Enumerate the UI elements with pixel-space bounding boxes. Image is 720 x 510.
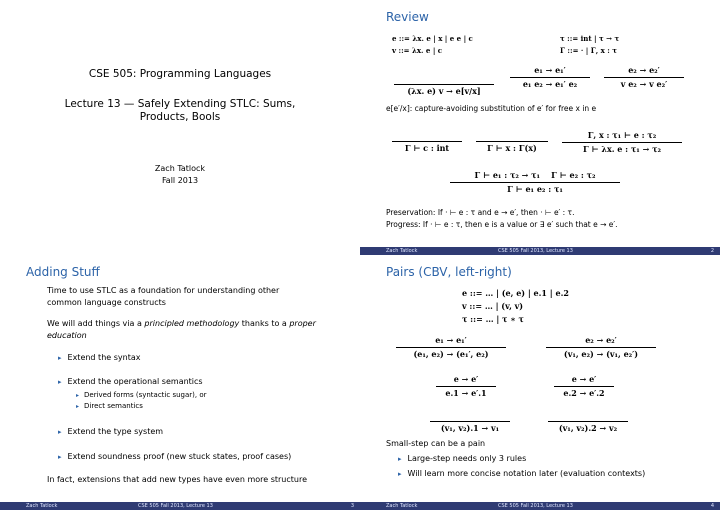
- rule-proj2-premise: e → e′: [571, 374, 597, 384]
- rule-lambda: [562, 130, 682, 154]
- subbullet-derived-forms: [76, 391, 207, 399]
- footer-author: Zach Tatlock: [26, 503, 58, 509]
- slide-adding-stuff: [0, 255, 360, 510]
- slide-title: [0, 0, 360, 255]
- rule-proj2-conclusion: e.2 → e′.2: [563, 388, 605, 398]
- rule-app-left: [510, 65, 590, 89]
- footer-author: Zach Tatlock: [386, 503, 418, 509]
- bullet-label: Large-step needs only 3 rules: [407, 454, 527, 463]
- footer-course: CSE 505 Fall 2013, Lecture 13: [498, 503, 573, 509]
- smallstep-remark: Small-step can be a pain: [386, 439, 486, 448]
- rule-app-right: [604, 65, 684, 89]
- intro-line-1: Time to use STLC as a foundation for understanding other: [47, 286, 280, 295]
- grammar-v: v ::= … | (v, v): [462, 301, 524, 311]
- rule-proj2-congruence: [554, 374, 614, 398]
- methodology-emphasis: principled methodology: [144, 319, 240, 328]
- closing-remark: In fact, extensions that add new types have even more structure: [47, 475, 308, 484]
- bullet-extend-semantics: [58, 377, 203, 386]
- rule-app-left-premise: e₁ → e₁′: [534, 65, 566, 75]
- methodology-emphasis-education: education: [47, 331, 87, 340]
- footer-author: Zach Tatlock: [386, 248, 418, 254]
- bullet-label: Extend the operational semantics: [67, 377, 203, 386]
- course-title: CSE 505: Programming Languages: [88, 68, 272, 80]
- rule-app-right-conclusion: v e₂ → v e₂′: [620, 79, 668, 89]
- slide-heading: Pairs (CBV, left-right): [386, 265, 512, 279]
- grammar-gamma: Γ ::= · | Γ, x : τ: [560, 46, 617, 55]
- rule-fst: [430, 410, 510, 433]
- term-label: Fall 2013: [161, 176, 199, 185]
- rule-proj1-premise: e → e′: [453, 374, 479, 384]
- grammar-e: e ::= λx. e | x | e e | c: [392, 34, 473, 43]
- slide-heading: Review: [386, 10, 429, 24]
- bullet-label: Extend soundness proof (new stuck states, proof cases): [67, 452, 292, 461]
- intro-line-2: common language constructs: [47, 298, 166, 307]
- slide-heading: Adding Stuff: [26, 265, 100, 279]
- grammar-tau: τ ::= … | τ ∗ τ: [462, 314, 524, 324]
- bullet-extend-syntax: [58, 353, 140, 362]
- rule-app-left-conclusion: e₁ e₂ → e₁′ e₂: [522, 79, 578, 89]
- grammar-v: v ::= λx. e | c: [392, 46, 443, 55]
- grammar-e: e ::= … | (e, e) | e.1 | e.2: [462, 288, 569, 298]
- rule-snd-conclusion: (v₁, v₂).2 → v₂: [558, 423, 618, 433]
- rule-const-conclusion: Γ ⊢ c : int: [404, 143, 450, 153]
- rule-proj1-conclusion: e.1 → e′.1: [445, 388, 487, 398]
- slide-footer: [360, 502, 720, 510]
- rule-lambda-conclusion: Γ ⊢ λx. e : τ₁ → τ₂: [583, 144, 661, 154]
- methodology-mid: thanks to a: [239, 319, 290, 328]
- subbullet-label: Direct semantics: [84, 402, 143, 410]
- bullet-extend-type-system: [58, 427, 163, 436]
- substitution-note: e[e′/x]: capture-avoiding substitution of e′ for free x in e: [386, 104, 597, 113]
- rule-pair-right-conclusion: (v₁, e₂) → (v₁, e₂′): [563, 349, 639, 359]
- rule-pair-right: [546, 335, 656, 359]
- preservation-statement: Preservation: If · ⊢ e : τ and e → e′, then · ⊢ e′ : τ.: [386, 208, 575, 217]
- lecture-title-line1: Lecture 13 — Safely Extending STLC: Sums,: [64, 98, 296, 110]
- lecture-title-line2: Products, Bools: [139, 111, 221, 123]
- slide-footer: [0, 502, 360, 510]
- rule-snd: [548, 410, 628, 433]
- bullet-label: Extend the type system: [67, 427, 164, 436]
- methodology-line-1: [47, 319, 316, 328]
- bullet-large-step: [398, 454, 526, 463]
- rule-pair-right-premise: e₂ → e₂′: [585, 335, 617, 345]
- author-name: Zach Tatlock: [154, 164, 206, 173]
- rule-pair-left-conclusion: (e₁, e₂) → (e₁′, e₂): [413, 349, 489, 359]
- footer-course: CSE 505 Fall 2013, Lecture 13: [498, 248, 573, 254]
- methodology-prefix: We will add things via a: [47, 319, 145, 328]
- subbullet-direct-semantics: [76, 402, 143, 410]
- footer-page-number: 2: [710, 248, 714, 254]
- rule-pair-left: [396, 335, 506, 359]
- rule-beta: [394, 73, 494, 96]
- slide-footer: [360, 247, 720, 255]
- rule-app-typing-conclusion: Γ ⊢ e₁ e₂ : τ₁: [507, 184, 563, 194]
- bullet-extend-soundness: [58, 452, 291, 461]
- footer-page-number: 4: [710, 503, 714, 509]
- rule-app-typing-premise1: Γ ⊢ e₁ : τ₂ → τ₁: [474, 170, 541, 180]
- subbullet-label: Derived forms (syntactic sugar), or: [84, 391, 207, 399]
- grammar-tau: τ ::= int | τ → τ: [560, 34, 620, 43]
- methodology-emphasis-proper: proper: [289, 319, 316, 328]
- rule-const: [392, 130, 462, 153]
- slide-pairs: [360, 255, 720, 510]
- rule-lambda-premise: Γ, x : τ₁ ⊢ e : τ₂: [587, 130, 657, 140]
- rule-fst-conclusion: (v₁, v₂).1 → v₁: [440, 423, 500, 433]
- rule-proj1-congruence: [436, 374, 496, 398]
- progress-statement: Progress: If · ⊢ e : τ, then e is a value or ∃ e′ such that e → e′.: [386, 220, 618, 229]
- slide-review: [360, 0, 720, 255]
- rule-var-conclusion: Γ ⊢ x : Γ(x): [487, 143, 537, 153]
- bullet-label: Extend the syntax: [67, 353, 141, 362]
- bullet-evaluation-contexts: [398, 469, 645, 478]
- rule-app-typing-premise2: Γ ⊢ e₂ : τ₂: [551, 170, 596, 180]
- rule-var: [476, 130, 548, 153]
- bullet-label: Will learn more concise notation later (evaluation contexts): [407, 469, 646, 478]
- footer-course: CSE 505 Fall 2013, Lecture 13: [138, 503, 213, 509]
- rule-app-right-premise: e₂ → e₂′: [628, 65, 660, 75]
- rule-pair-left-premise: e₁ → e₁′: [435, 335, 467, 345]
- rule-app-typing: [450, 170, 620, 194]
- footer-page-number: 3: [350, 503, 354, 509]
- methodology-line-2: [47, 331, 87, 340]
- rule-beta-conclusion: (λx. e) v → e[v/x]: [407, 86, 481, 96]
